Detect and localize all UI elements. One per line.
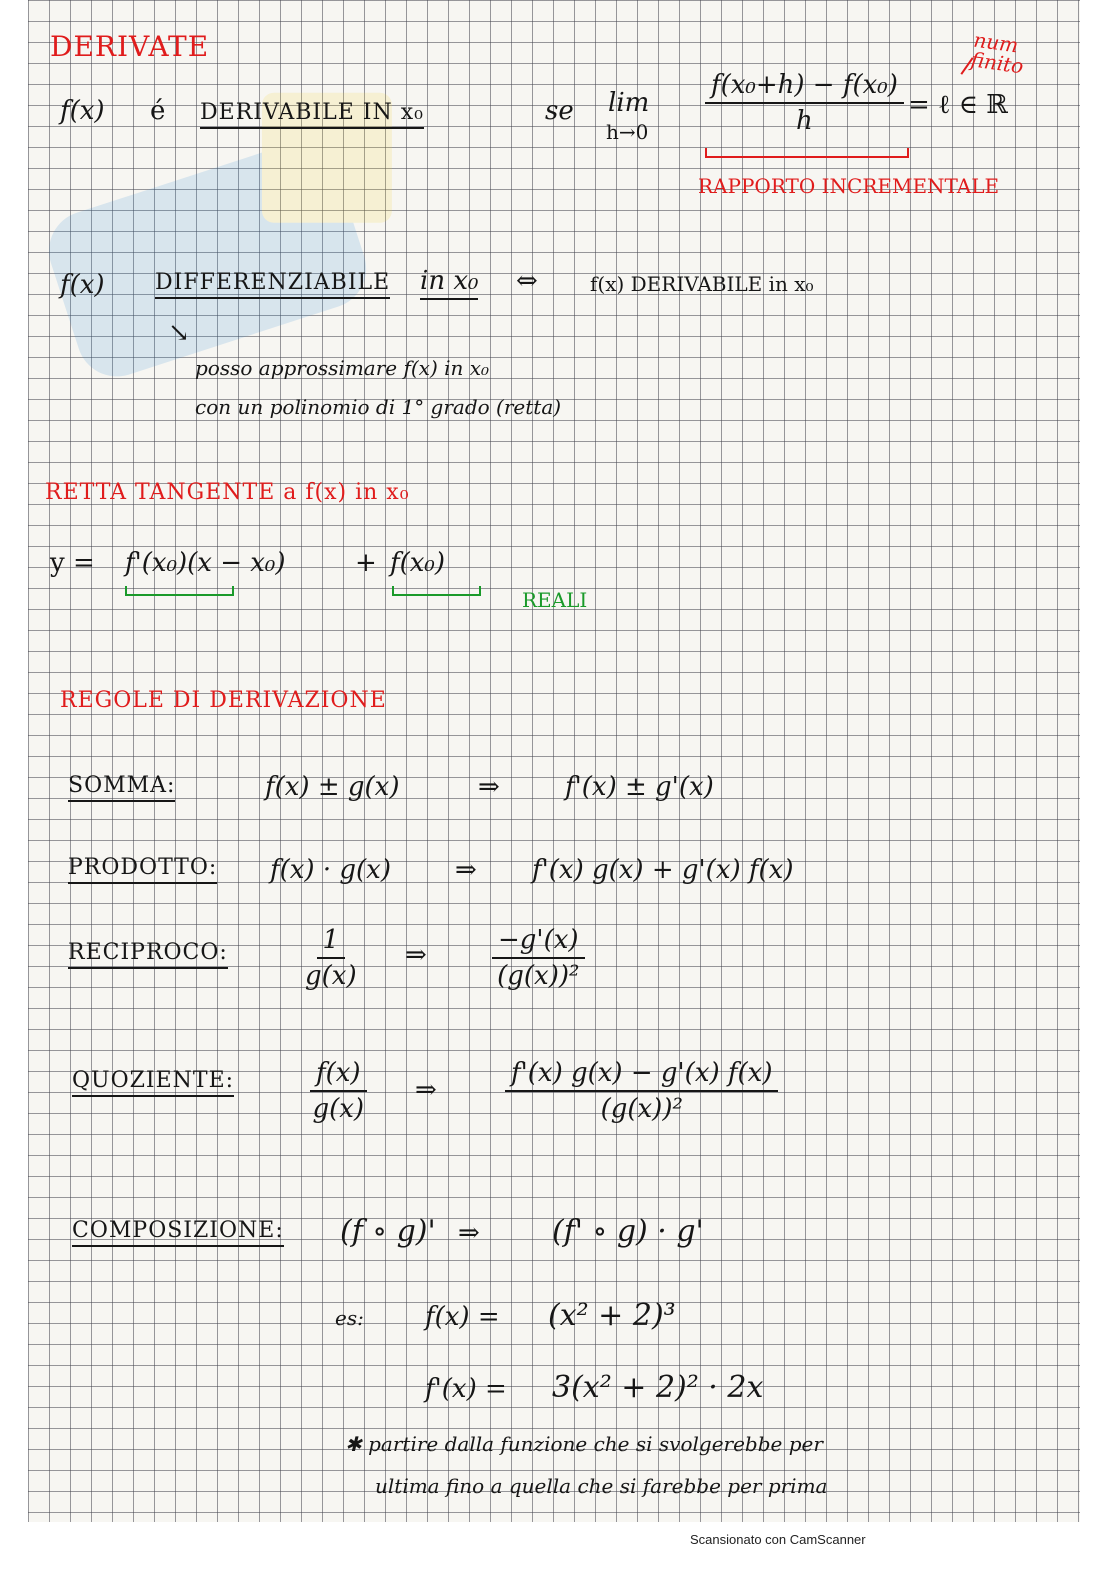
esempio-note2: ultima fino a quella che si farebbe per prima [375,1474,828,1498]
esempio-note1: ✱ partire dalla funzione che si svolgerebbe per [345,1432,823,1456]
tangente-plus: + [355,548,377,578]
reciproco-arrow: ⇒ [405,940,427,970]
tangente-title: RETTA TANGENTE a f(x) in x₀ [45,480,410,505]
reciproco-result [492,925,585,991]
diff-iff: ⇔ [516,266,538,296]
quoziente-num: f(x) [310,1058,367,1092]
page-title: DERIVATE [50,30,210,63]
reciproco-rden: (g(x))² [497,961,580,991]
def-num: f(x₀+h) − f(x₀) [705,70,904,104]
quoziente-den: g(x) [312,1094,365,1124]
composizione-arrow: ⇒ [458,1218,480,1248]
somma-rhs: f'(x) ± g'(x) [565,772,714,802]
tangente-fx0: f(x₀) [390,548,445,578]
quoziente-rden: (g(x))² [600,1094,683,1124]
quoziente-label: QUOZIENTE: [72,1068,234,1097]
diff-right: f(x) DERIVABILE in x₀ [590,272,814,296]
esempio-line1-b: (x² + 2)³ [548,1298,676,1333]
prodotto-label: PRODOTTO: [68,855,217,884]
reciproco-label: RECIPROCO: [68,940,228,969]
diff-arrow-icon: ↘ [168,318,190,348]
quoziente-result [505,1058,778,1124]
esempio-line1-a: f(x) = [425,1302,500,1332]
composizione-lhs: (f ∘ g)' [340,1214,436,1249]
reciproco-den: g(x) [305,961,357,991]
scanner-footer: Scansionato con CamScanner [690,1532,866,1547]
regole-title: REGOLE DI DERIVAZIONE [60,688,387,713]
def-se: se [545,96,574,126]
def-lim: lim [608,88,650,118]
diff-line2: con un polinomio di 1° grado (retta) [195,395,562,419]
prodotto-arrow: ⇒ [455,855,477,885]
reciproco-fraction [305,925,357,991]
somma-arrow: ⇒ [478,772,500,802]
def-derivabile: DERIVABILE IN x₀ [200,100,424,129]
somma-lhs: f(x) ± g(x) [265,772,400,802]
def-note: num finito [969,27,1025,79]
diff-f: f(x) [60,270,105,300]
quoziente-rnum: f'(x) g(x) − g'(x) f(x) [505,1058,778,1092]
esempio-es: es: [335,1306,364,1330]
graph-paper-sheet [28,0,1080,1522]
esempio-line2-b: 3(x² + 2)² · 2x [552,1370,764,1405]
rapporto-label: RAPPORTO INCREMENTALE [698,174,1000,198]
diff-label: DIFFERENZIABILE [155,270,390,299]
def-den: h [796,106,813,136]
tangente-y: y = [50,548,95,578]
reciproco-rnum: −g'(x) [492,925,585,959]
def-eq: = ℓ ∈ ℝ [908,90,1008,120]
green-bracket-2 [392,586,481,596]
prodotto-lhs: f(x) · g(x) [270,855,391,885]
def-lim-sub: h→0 [606,120,649,144]
def-f: f(x) [60,96,105,126]
reciproco-num: 1 [317,925,346,959]
quoziente-fraction [310,1058,367,1124]
composizione-label: COMPOSIZIONE: [72,1218,284,1247]
somma-label: SOMMA: [68,773,175,802]
tangente-fprime: f'(x₀)(x − x₀) [125,548,286,578]
def-e: é [150,96,166,126]
green-bracket-1 [125,586,234,596]
quoziente-arrow: ⇒ [415,1075,437,1105]
def-fraction [705,70,904,136]
tangente-reali: REALI [522,588,588,612]
composizione-rhs: (f' ∘ g) · g' [552,1214,704,1249]
prodotto-rhs: f'(x) g(x) + g'(x) f(x) [532,855,794,885]
diff-line1: posso approssimare f(x) in x₀ [195,356,490,380]
esempio-line2-a: f'(x) = [425,1374,507,1404]
diff-in: in x₀ [420,266,478,300]
rapporto-bracket [705,148,909,158]
